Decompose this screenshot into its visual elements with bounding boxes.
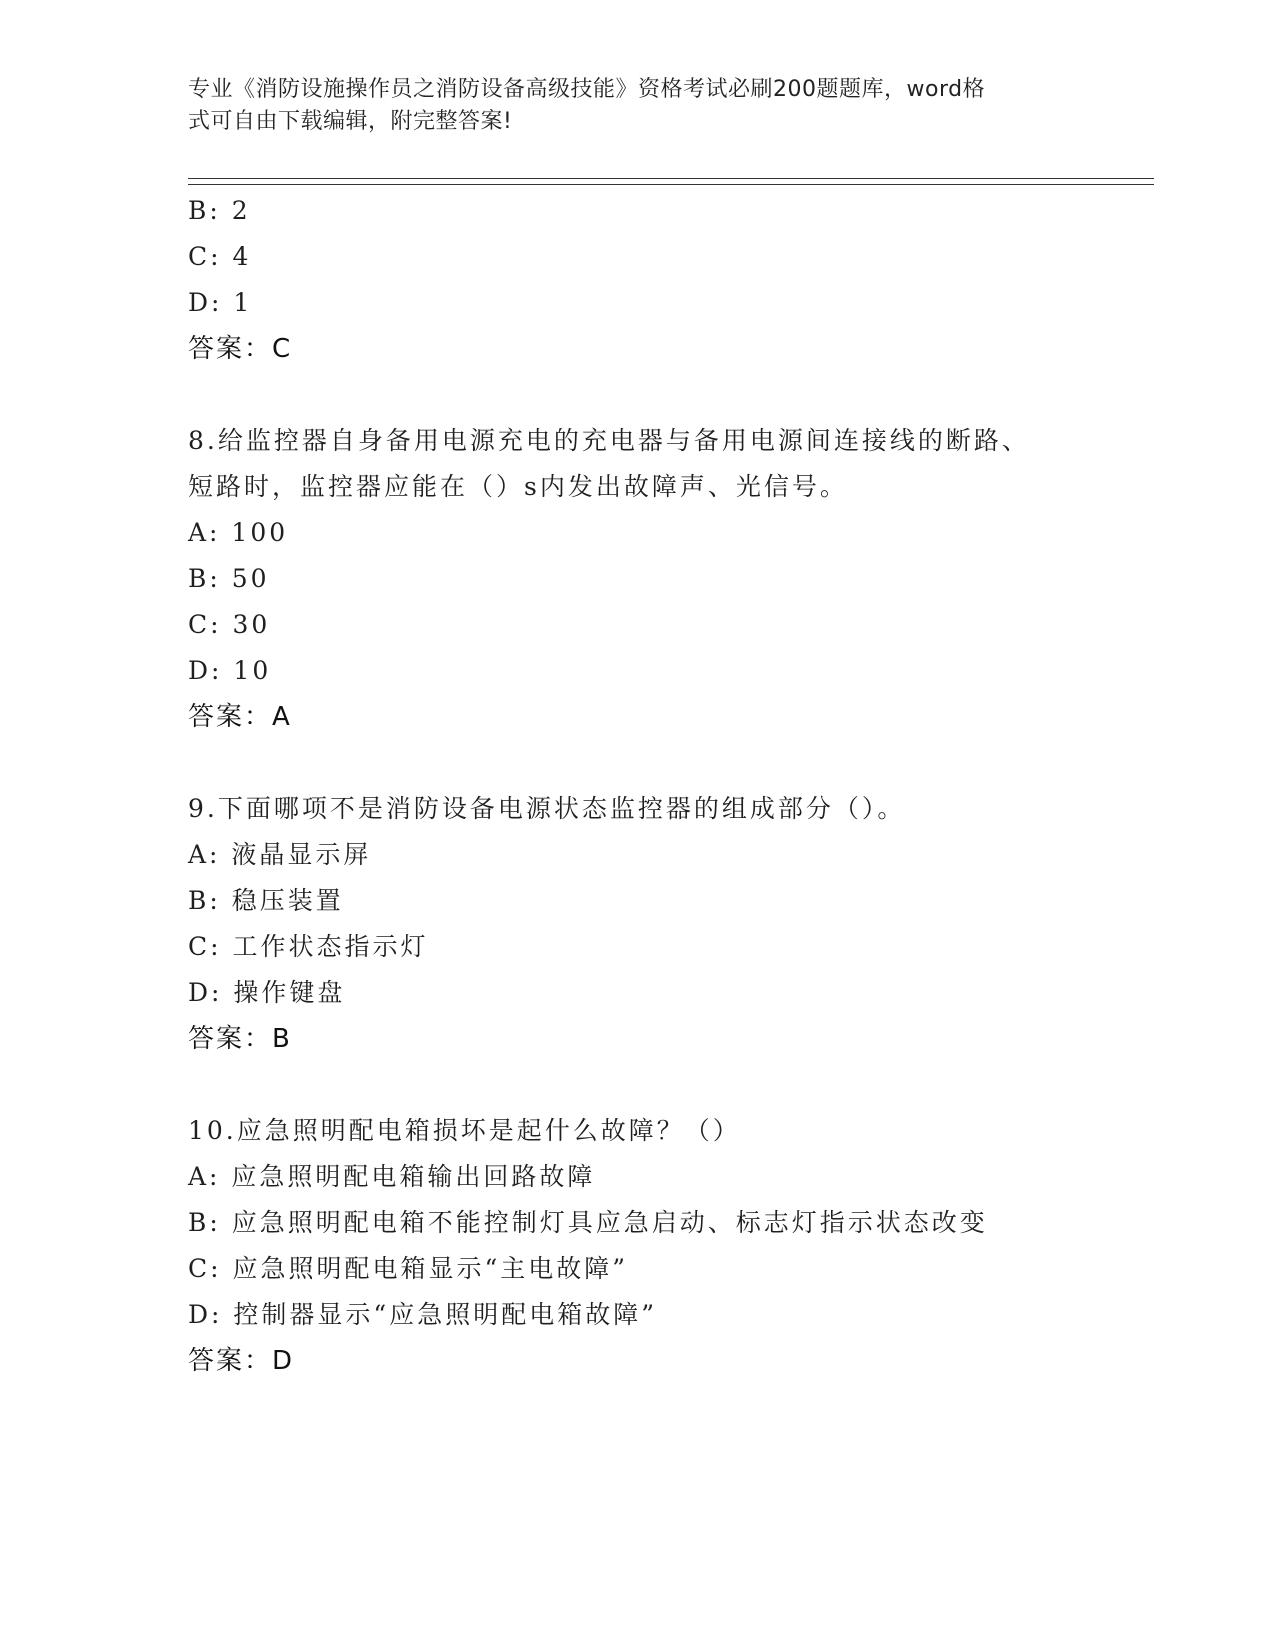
option-a: A: 液晶显示屏 bbox=[188, 840, 372, 869]
option-c: C: 30 bbox=[188, 610, 271, 639]
option-b: B: 应急照明配电箱不能控制灯具应急启动、标志灯指示状态改变 bbox=[188, 1208, 988, 1237]
header-divider bbox=[188, 178, 1154, 185]
question-list bbox=[188, 188, 1088, 1384]
option-a: A: 100 bbox=[188, 518, 289, 547]
answer: 答案：A bbox=[188, 702, 292, 732]
option-b: B: 2 bbox=[188, 196, 251, 225]
question-10 bbox=[188, 1108, 1088, 1384]
question-spacer bbox=[188, 372, 1088, 418]
question-spacer bbox=[188, 1062, 1088, 1108]
option-c: C: 4 bbox=[188, 242, 252, 271]
option-d: D: 1 bbox=[188, 288, 253, 317]
option-a: A: 应急照明配电箱输出回路故障 bbox=[188, 1162, 596, 1191]
option-b: B: 50 bbox=[188, 564, 270, 593]
document-header bbox=[188, 74, 1088, 138]
option-d: D: 控制器显示“应急照明配电箱故障” bbox=[188, 1300, 657, 1329]
question-stem: 9.下面哪项不是消防设备电源状态监控器的组成部分（）。 bbox=[188, 794, 906, 823]
answer: 答案：B bbox=[188, 1024, 292, 1054]
question-stem: 短路时，监控器应能在（）s内发出故障声、光信号。 bbox=[188, 472, 848, 501]
answer: 答案：C bbox=[188, 334, 293, 364]
option-c: C: 应急照明配电箱显示“主电故障” bbox=[188, 1254, 629, 1283]
header-line-1: 专业《消防设施操作员之消防设备高级技能》资格考试必刷200题题库，word格 bbox=[188, 77, 986, 102]
question-8 bbox=[188, 418, 1088, 740]
option-d: D: 10 bbox=[188, 656, 272, 685]
option-b: B: 稳压装置 bbox=[188, 886, 344, 915]
question-stem: 8.给监控器自身备用电源充电的充电器与备用电源间连接线的断路、 bbox=[188, 426, 1030, 455]
answer: 答案：D bbox=[188, 1346, 295, 1376]
question-9 bbox=[188, 786, 1088, 1062]
option-d: D: 操作键盘 bbox=[188, 978, 346, 1007]
option-c: C: 工作状态指示灯 bbox=[188, 932, 429, 961]
header-line-2: 式可自由下载编辑，附完整答案! bbox=[188, 109, 513, 134]
question-spacer bbox=[188, 740, 1088, 786]
question-7-tail bbox=[188, 188, 1088, 372]
question-stem: 10.应急照明配电箱损坏是起什么故障？（） bbox=[188, 1116, 741, 1145]
